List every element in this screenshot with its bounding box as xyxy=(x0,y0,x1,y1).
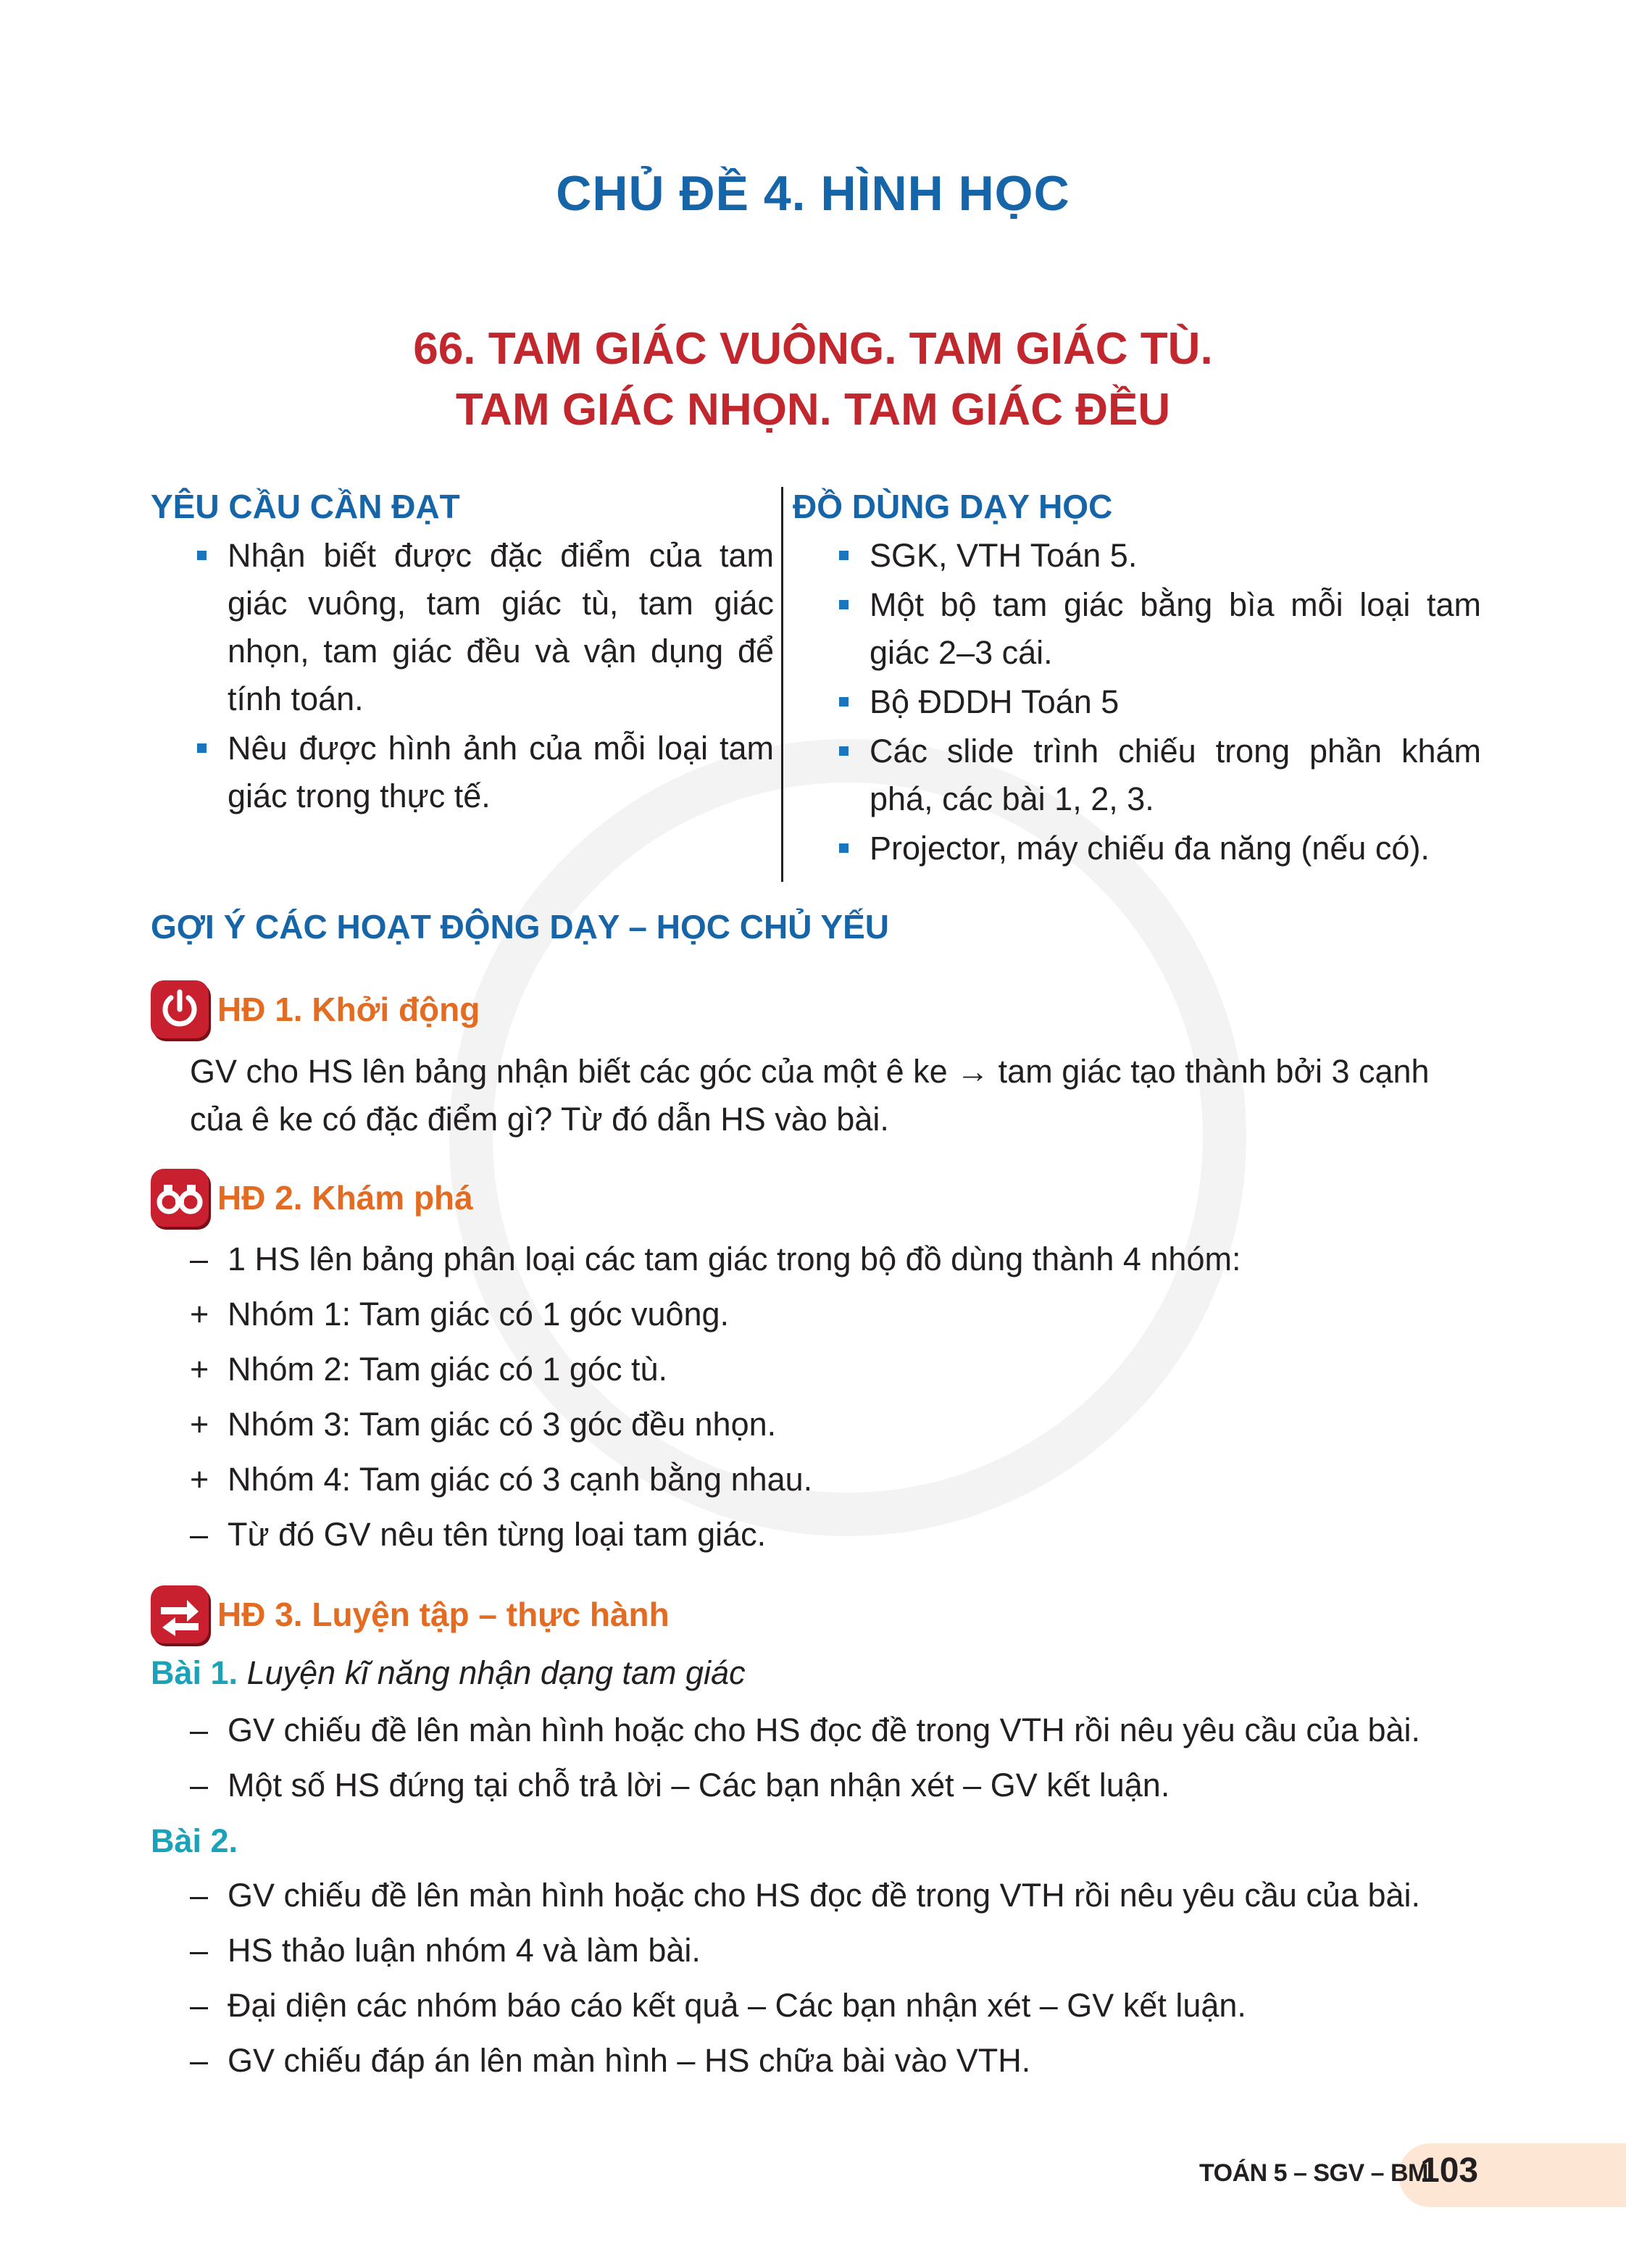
list-item: – 1 HS lên bảng phân loại các tam giác trong bộ đồ dùng thành 4 nhóm: xyxy=(190,1241,1241,1277)
materials-section xyxy=(793,487,1481,874)
list-item: – Đại diện các nhóm báo cáo kết quả – Các bạn nhận xét – GV kết luận. xyxy=(190,1987,1246,2024)
materials-heading: ĐỒ DÙNG DẠY HỌC xyxy=(793,488,1113,525)
hd2-list xyxy=(152,1232,1493,1562)
hd1-line-2: của ê ke có đặc điểm gì? Từ đó dẫn HS vào bài. xyxy=(190,1101,889,1138)
hd2-heading xyxy=(151,1167,473,1229)
list-item: – Một số HS đứng tại chỗ trả lời – Các bạn nhận xét – GV kết luận. xyxy=(190,1767,1170,1804)
chapter-title: CHỦ ĐỀ 4. HÌNH HỌC xyxy=(556,166,1070,221)
hd3-label: HĐ 3. Luyện tập – thực hành xyxy=(217,1596,670,1633)
arrow-icon: → xyxy=(956,1053,990,1090)
exchange-arrows-icon xyxy=(151,1585,209,1643)
bai2-label: Bài 2. xyxy=(151,1822,238,1859)
list-item: – GV chiếu đề lên màn hình hoặc cho HS đọc đề trong VTH rồi nêu yêu cầu của bài. xyxy=(190,1877,1420,1914)
hd3-heading xyxy=(151,1583,670,1646)
list-item: – Từ đó GV nêu tên từng loại tam giác. xyxy=(190,1516,767,1553)
list-item: + Nhóm 4: Tam giác có 3 cạnh bằng nhau. xyxy=(190,1461,813,1498)
hd1-heading xyxy=(151,978,480,1041)
bai2-list xyxy=(152,1868,1514,2088)
bai1-label: Bài 1. xyxy=(151,1654,238,1691)
list-item: Bộ ĐDDH Toán 5 xyxy=(793,678,1481,726)
list-item: Nêu được hình ảnh của mỗi loại tam giác trong thực tế. xyxy=(151,725,774,820)
bai1-subtitle: Luyện kĩ năng nhận dạng tam giác xyxy=(246,1654,746,1691)
bai1-heading xyxy=(151,1649,746,1697)
list-item: SGK, VTH Toán 5. xyxy=(793,532,1481,580)
requirements-section xyxy=(151,487,774,822)
lesson-title-line-1: 66. TAM GIÁC VUÔNG. TAM GIÁC TÙ. xyxy=(413,324,1213,374)
binoculars-icon xyxy=(151,1169,209,1227)
list-item: – GV chiếu đáp án lên màn hình – HS chữa bài vào VTH. xyxy=(190,2042,1031,2079)
lesson-title-line-2: TAM GIÁC NHỌN. TAM GIÁC ĐỀU xyxy=(455,385,1171,435)
power-icon xyxy=(151,980,209,1038)
list-item: Một bộ tam giác bằng bìa mỗi loại tam giác 2–3 cái. xyxy=(793,581,1481,677)
list-item: – HS thảo luận nhóm 4 và làm bài. xyxy=(190,1932,701,1969)
lesson-title xyxy=(0,319,1626,441)
page-number: 103 xyxy=(1420,2151,1479,2190)
requirements-heading: YÊU CẦU CẦN ĐẠT xyxy=(151,488,460,525)
hd2-label: HĐ 2. Khám phá xyxy=(217,1179,473,1217)
list-item: – GV chiếu đề lên màn hình hoặc cho HS đọc đề trong VTH rồi nêu yêu cầu của bài. xyxy=(190,1712,1420,1748)
list-item: Nhận biết được đặc điểm của tam giác vuông, tam giác tù, tam giác nhọn, tam giác đều và vận dụng để tính toán. xyxy=(151,532,774,723)
list-item: + Nhóm 2: Tam giác có 1 góc tù. xyxy=(190,1351,667,1388)
list-item: + Nhóm 3: Tam giác có 3 góc đều nhọn. xyxy=(190,1406,777,1443)
bai1-list xyxy=(152,1703,1514,1813)
hd1-label: HĐ 1. Khởi động xyxy=(217,991,480,1028)
column-divider xyxy=(781,487,783,882)
guide-heading: GỢI Ý CÁC HOẠT ĐỘNG DẠY – HỌC CHỦ YẾU xyxy=(151,908,889,946)
list-item: Các slide trình chiếu trong phần khám phá, các bài 1, 2, 3. xyxy=(793,727,1481,823)
list-item: + Nhóm 1: Tam giác có 1 góc vuông. xyxy=(190,1296,730,1333)
materials-list xyxy=(793,532,1481,872)
requirements-list xyxy=(151,532,774,820)
book-label: TOÁN 5 – SGV – BM xyxy=(1199,2159,1428,2187)
hd1-paragraph xyxy=(190,1048,1494,1143)
list-item: Projector, máy chiếu đa năng (nếu có). xyxy=(793,825,1481,872)
hd1-line-1: GV cho HS lên bảng nhận biết các góc của một ê ke → tam giác tạo thành bởi 3 cạnh xyxy=(190,1053,1430,1090)
